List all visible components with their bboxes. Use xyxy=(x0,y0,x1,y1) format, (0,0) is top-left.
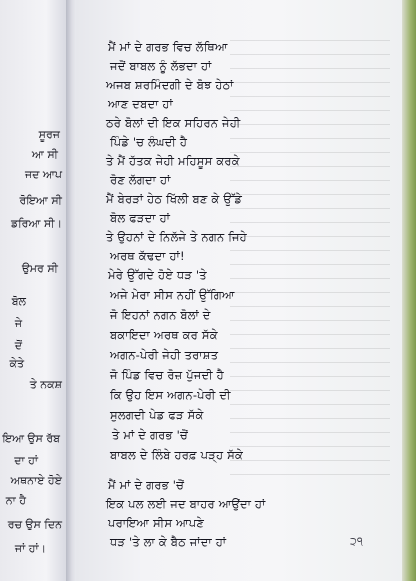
left-page-line: ਇਆ ਉਸ ਰੱਬ xyxy=(2,432,60,445)
poem-line: ਆਣ ਦਬਦਾ ਹਾਂ xyxy=(108,97,173,111)
left-page-line: ਜਾਂ ਹਾਂ। xyxy=(14,542,46,555)
left-page-line: ਸੂਰਜ xyxy=(38,128,60,141)
poem-line: ਤੇ ਮੈਂ ਹੱਤਕ ਜੇਹੀ ਮਹਿਸੂਸ ਕਰਕੇ xyxy=(106,154,240,168)
poem-line: ਸੁਲਗਦੀ ਪੇਡ ਫੜ ਸੱਕੇ xyxy=(110,408,204,422)
left-page-line: ਜੇ xyxy=(14,317,22,330)
poem-line: ਬੋਲ ਫੜਦਾ ਹਾਂ xyxy=(110,211,171,225)
show-through-text xyxy=(230,40,390,520)
left-page-line: ਦੋਂ xyxy=(14,339,22,352)
page-number: ੨੧ xyxy=(350,535,363,548)
poem-line: ਇਕ ਪਲ ਲਈ ਜਦ ਬਾਹਰ ਆਉਂਦਾ ਹਾਂ xyxy=(106,497,266,511)
left-page-line: ਦਾ ਹਾਂ xyxy=(14,454,38,467)
poem-line: ਪਰਾਇਆ ਸੀਸ ਆਪਣੇ xyxy=(108,516,205,530)
poem-line: ਅਜਬ ਸ਼ਰਮਿੰਦਗੀ ਦੇ ਬੋਝ ਹੇਠਾਂ xyxy=(106,78,234,92)
poem-line: ਪਿੰਡੇ 'ਚ ਲੰਘਦੀ ਹੈ xyxy=(110,135,188,149)
left-page-line: ਨਾ ਹੈ xyxy=(5,494,26,507)
left-page xyxy=(0,0,66,581)
poem-line: ਠਰੇ ਬੋਲਾਂ ਦੀ ਇਕ ਸਹਿਰਨ ਜੇਹੀ xyxy=(106,116,241,130)
poem-line: ਤੇ ਮਾਂ ਦੇ ਗਰਭ 'ਚੋਂ xyxy=(112,428,188,442)
left-page-line: ਕੇਤੇ xyxy=(9,357,24,370)
poem-line: ਜੋ ਇਹਨਾਂ ਨਗਨ ਬੋਲਾਂ ਦੇ xyxy=(110,308,211,322)
poem-line: ਮੈਂ ਮਾਂ ਦੇ ਗਰਭ ਵਿਚ ਲੱਥਿਆ xyxy=(108,40,228,54)
left-page-line: ਡਰਿਆ ਸੀ। xyxy=(10,217,62,230)
left-page-line: ਉਮਰ ਸੀ xyxy=(21,262,58,275)
poem-line: ਕਿ ਉਹ ਇਸ ਅਗਨ-ਪੇਰੀ ਦੀ xyxy=(110,388,231,402)
left-page-line: ਤੇ ਨਕਸ਼ xyxy=(29,378,62,391)
poem-line: ਮੈਂ ਮਾਂ ਦੇ ਗਰਭ 'ਚੋਂ xyxy=(108,478,185,492)
left-page-line: ਰਚ ਉਸ ਦਿਨ xyxy=(7,518,62,531)
poem-line: ਬਕਾਇਦਾ ਅਰਥ ਕਰ ਸੱਕੇ xyxy=(110,328,218,342)
page-edge xyxy=(402,0,416,581)
left-page-line: ਬੋਲ xyxy=(11,295,26,308)
left-page-line: ਜਦ ਆਪ xyxy=(24,168,62,181)
poem-line: ਤੇ ਉਹਨਾਂ ਦੇ ਨਿਲੱਜੇ ਤੇ ਨਗਨ ਜਿਹੇ xyxy=(106,230,247,244)
poem-line: ਜੋ ਪਿੰਡ ਵਿਚ ਰੋਜ਼ ਪੁੱਜਦੀ ਹੈ xyxy=(110,368,224,382)
left-page-line: ਅਥਨਾਏ ਹੋਏ xyxy=(10,474,62,487)
poem-line: ਧੜ 'ਤੇ ਲਾ ਕੇ ਬੈਠ ਜਾਂਦਾ ਹਾਂ xyxy=(110,535,227,549)
poem-line: ਮੈਂ ਬੇਰੜਾਂ ਹੇਠ ਖਿੱਲੀ ਬਣ ਕੇ ਉੱਡੇ xyxy=(106,192,243,206)
poem-line: ਜਦੋਂ ਬਾਬਲ ਨੂੰ ਲੱਭਦਾ ਹਾਂ xyxy=(110,59,212,73)
poem-line: ਅਰਥ ਕੱਢਦਾ ਹਾਂ! xyxy=(110,249,185,263)
poem-line: ਅਗਨ-ਪੇਰੀ ਜੇਹੀ ਤਰਾਸ਼ਤ xyxy=(110,348,219,362)
poem-line: ਰੋਣ ਲੱਗਦਾ ਹਾਂ xyxy=(110,173,171,187)
poem-line: ਮੇਰੇ ਉੱਗਦੇ ਹੋਏ ਧੜ 'ਤੇ xyxy=(108,268,207,282)
poem-line: ਬਾਬਲ ਦੇ ਲਿੰਬੇ ਹਰਫ਼ ਪੜ੍ਹ ਸੱਕੇ xyxy=(110,448,243,462)
left-page-line: ਆ ਸੀ xyxy=(31,148,58,161)
left-page-line: ਰੋਇਆ ਸੀ xyxy=(19,194,62,207)
poem-line: ਅਜੇ ਮੇਰਾ ਸੀਸ ਨਹੀਂ ਉੱਗਿਆ xyxy=(110,288,235,302)
